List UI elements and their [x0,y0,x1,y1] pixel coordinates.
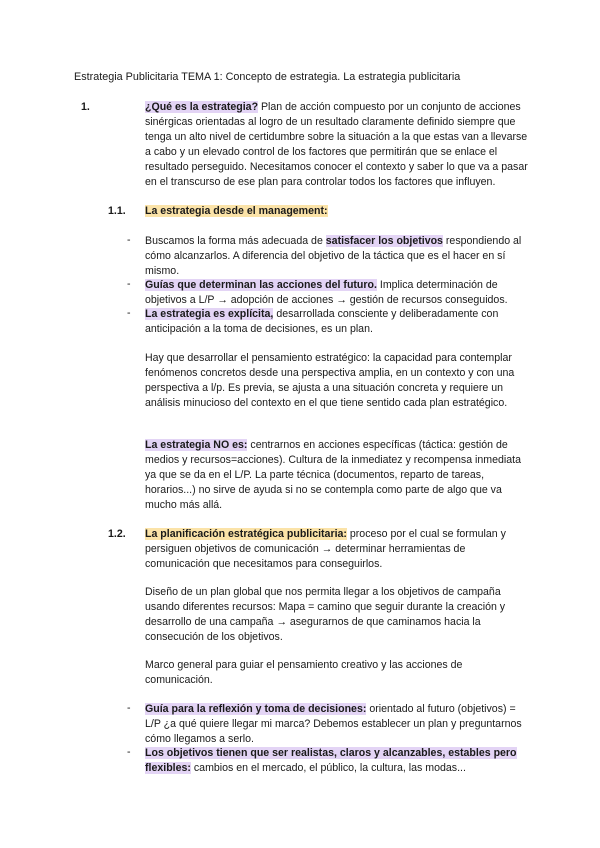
subsection-1-1-heading: La estrategia desde el management: [145,205,328,217]
subsection-1-2-text: proceso por el cual se formulan y persiguen objetivos de comunicación → determinar herramientas de comunicación que necesitamos para conseguirlos. [145,528,506,570]
bullet-highlight: satisfacer los objetivos [325,235,443,247]
bullet-text: cambios en el mercado, el público, la cultura, las modas... [190,762,466,774]
bullet-item [145,307,530,337]
bullet-text: Buscamos la forma más adecuada de [145,235,326,247]
section-1-text: Plan de acción compuesto por un conjunto de acciones sinérgicas orientadas al logro de un resultado claramente definido siempre que tenga un alto nivel de certidumbre sobre la situación a la que estas van a llevarse a cabo y un elevado control de los factores que permitirán que se enlace el resultado perseguido. Necesitamos conocer el contexto y saber lo que va a pasar en el transcurso de ese plan para controlar todos los factores que influyen. [145,101,528,188]
subsection-1-1-heading-line [145,204,528,219]
bullet-highlight: Los objetivos tienen que ser realistas, claros y alcanzables, estables pero flexibles: [145,747,517,774]
bullet-highlight: La estrategia es explícita, [145,308,274,320]
section-1-body [145,100,528,190]
section-number: 1. [81,101,90,113]
bullet-text: Implica determinación de objetivos a L/P → adopción de acciones → gestión de recursos conseguidos. [145,279,508,306]
bullet-item [145,278,530,308]
bullet-dash: - [127,702,131,714]
bullet-item [145,746,530,776]
paragraph: Hay que desarrollar el pensamiento estratégico: la capacidad para contemplar fenómenos concretos desde una perspectiva amplia, en un contexto y con una perspectiva a l/p. Es previa, se ajusta a una situación concreta y requiere un análisis minucioso del contexto en el que tiene sentido cada plan estratégico. [145,352,515,409]
section-1-heading: ¿Qué es la estrategia? [145,101,259,113]
bullet-dash: - [127,234,131,246]
subsection-1-2-heading: La planificación estratégica publicitaria: [145,528,347,540]
bullet-dash: - [127,307,131,319]
bullet-dash: - [127,278,131,290]
bullet-text: desarrollada consciente y deliberadamente con anticipación a la toma de decisiones, es un plan. [145,308,499,335]
bullet-item [145,702,530,747]
bullet-text: respondiendo al cómo alcanzarlos. A diferencia del objetivo de la táctica que es el hacer en sí mismo. [145,235,522,277]
paragraph [145,438,530,513]
subsection-1-2-body [145,527,530,572]
subsection-number: 1.1. [108,205,126,217]
bullet-highlight: Guía para la reflexión y toma de decisiones: [145,703,367,715]
paragraph-highlight: La estrategia NO es: [145,439,248,451]
paragraph: Marco general para guiar el pensamiento creativo y las acciones de comunicación. [145,659,463,686]
bullet-dash: - [127,746,131,758]
bullet-highlight: Guías que determinan las acciones del futuro. [145,279,377,291]
paragraph-text: centrarnos en acciones específicas (táctica: gestión de medios y recursos=acciones). Cultura de la inmediatez y recompensa inmediata ya que se da en el L/P. La parte técnica (documentos, reparto de tareas, horarios...) no sirve de ayuda si no se contempla como parte de algo que va mucho más allá. [145,439,521,511]
paragraph: Diseño de un plan global que nos permita llegar a los objetivos de campaña usando diferentes recursos: Mapa = camino que seguir durante la creación y desarrollo de una campaña → asegurarnos de que caminamos hacia la consecución de los objetivos. [145,586,506,643]
bullet-text: orientado al futuro (objetivos) = L/P ¿a qué quiere llegar mi marca? Debemos establecer un plan y preguntarnos cómo llegamos a serlo. [145,703,522,745]
subsection-number: 1.2. [108,528,126,540]
document-title: Estrategia Publicitaria TEMA 1: Concepto de estrategia. La estrategia publicitaria [74,71,461,83]
bullet-item [145,234,530,279]
